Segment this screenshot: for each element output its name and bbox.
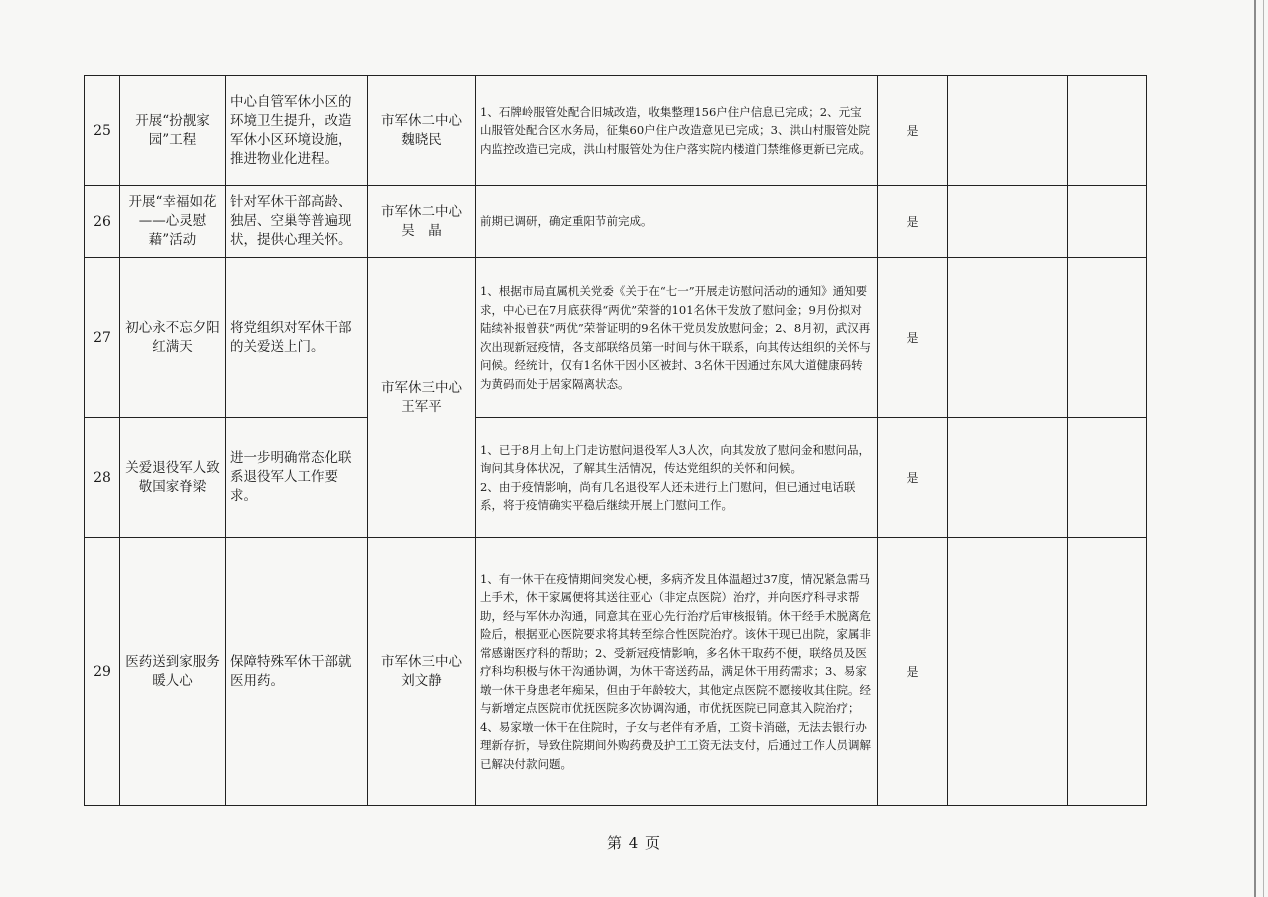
row-number: 28: [85, 418, 120, 538]
project-name: 医药送到家服务暖人心: [120, 538, 226, 806]
table-row: [85, 76, 1147, 186]
table-row: [85, 418, 1147, 538]
table-row: [85, 186, 1147, 258]
project-goal: 中心自管军休小区的环境卫生提升，改造军休小区环境设施，推进物业化进程。: [226, 76, 368, 186]
scan-edge-line: [1254, 0, 1256, 897]
progress-text: 1、石牌岭服管处配合旧城改造，收集整理156户住户信息已完成；2、元宝山服管处配合区水务局，征集60户住户改造意见已完成；3、洪山村服管处院内监控改造已完成，洪山村服管处为住户落实院内楼道门禁维修更新已完成。: [476, 76, 878, 186]
empty-cell: [948, 186, 1068, 258]
empty-cell: [948, 76, 1068, 186]
table-row: [85, 258, 1147, 418]
completion-status: 是: [878, 76, 948, 186]
empty-cell: [1068, 418, 1147, 538]
row-number: 27: [85, 258, 120, 418]
progress-text-content: 1、已于8月上旬上门走访慰问退役军人3人次，向其发放了慰问金和慰问品，询问其身体状况，了解其生活情况，传达党组织的关怀和问候。 2、由于疫情影响，尚有几名退役军人还未进行上门慰问，但已通过电话联系，将于疫情确实平稳后继续开展上门慰问工作。: [480, 442, 870, 512]
project-goal: 保障特殊军休干部就医用药。: [226, 538, 368, 806]
completion-status: 是: [878, 418, 948, 538]
scan-edge-line: [1263, 0, 1264, 897]
responsible-unit: [368, 186, 476, 258]
unit-text: 市军休三中心 刘文静: [381, 653, 462, 689]
row-number: 25: [85, 76, 120, 186]
empty-cell: [1068, 186, 1147, 258]
task-table: [84, 75, 1147, 806]
project-name: 开展“幸福如花——心灵慰藉”活动: [120, 186, 226, 258]
responsible-unit: [368, 538, 476, 806]
unit-text: 市军休三中心 王军平: [381, 379, 462, 415]
project-name: 开展“扮靓家园”工程: [120, 76, 226, 186]
progress-text: [476, 418, 878, 538]
progress-text: 前期已调研，确定重阳节前完成。: [476, 186, 878, 258]
empty-cell: [1068, 76, 1147, 186]
project-name: 初心永不忘夕阳红满天: [120, 258, 226, 418]
table-row: [85, 538, 1147, 806]
row-number: 29: [85, 538, 120, 806]
completion-status: 是: [878, 538, 948, 806]
project-goal: 将党组织对军休干部的关爱送上门。: [226, 258, 368, 418]
unit-text: 市军休二中心 魏晓民: [381, 112, 462, 148]
project-goal: 进一步明确常态化联系退役军人工作要求。: [226, 418, 368, 538]
project-name: 关爱退役军人致敬国家脊梁: [120, 418, 226, 538]
empty-cell: [948, 258, 1068, 418]
completion-status: 是: [878, 186, 948, 258]
page-number: 第 4 页: [606, 834, 662, 852]
project-goal: 针对军休干部高龄、独居、空巢等普遍现状，提供心理关怀。: [226, 186, 368, 258]
empty-cell: [1068, 258, 1147, 418]
responsible-unit: [368, 258, 476, 538]
responsible-unit: [368, 76, 476, 186]
completion-status: 是: [878, 258, 948, 418]
empty-cell: [1068, 538, 1147, 806]
progress-text: 1、根据市局直属机关党委《关于在“七一”开展走访慰问活动的通知》通知要求，中心已在7月底获得“两优”荣誉的101名休干发放了慰问金；9月份拟对陆续补报曾获“两优”荣誉证明的9名休干党员发放慰问金；2、8月初，武汉再次出现新冠疫情，各支部联络员第一时间与休干联系，向其传达组织的关怀与问候。经统计，仅有1名休干因小区被封、3名休干因通过东风大道健康码转为黄码而处于居家隔离状态。: [476, 258, 878, 418]
row-number: 26: [85, 186, 120, 258]
unit-text: 市军休二中心 吴 晶: [381, 203, 462, 239]
progress-text: 1、有一休干在疫情期间突发心梗，多病齐发且体温超过37度，情况紧急需马上手术，休干家属便将其送往亚心（非定点医院）治疗，并向医疗科寻求帮助，经与军休办沟通，同意其在亚心先行治疗后审核报销。休干经手术脱离危险后，根据亚心医院要求将其转至综合性医院治疗。该休干现已出院，家属非常感谢医疗科的帮助；2、受新冠疫情影响，多名休干取药不便，联络员及医疗科均积极与休干沟通协调，为休干寄送药品，满足休干用药需求；3、易家墩一休干身患老年痴呆，但由于年龄较大，其他定点医院不愿接收其住院。经与新增定点医院市优抚医院多次协调沟通，市优抚医院已同意其入院治疗；4、易家墩一休干在住院时，子女与老伴有矛盾，工资卡消磁，无法去银行办理新存折，导致住院期间外购药费及护工工资无法支付，后通过工作人员调解已解决付款问题。: [476, 538, 878, 806]
empty-cell: [948, 538, 1068, 806]
empty-cell: [948, 418, 1068, 538]
